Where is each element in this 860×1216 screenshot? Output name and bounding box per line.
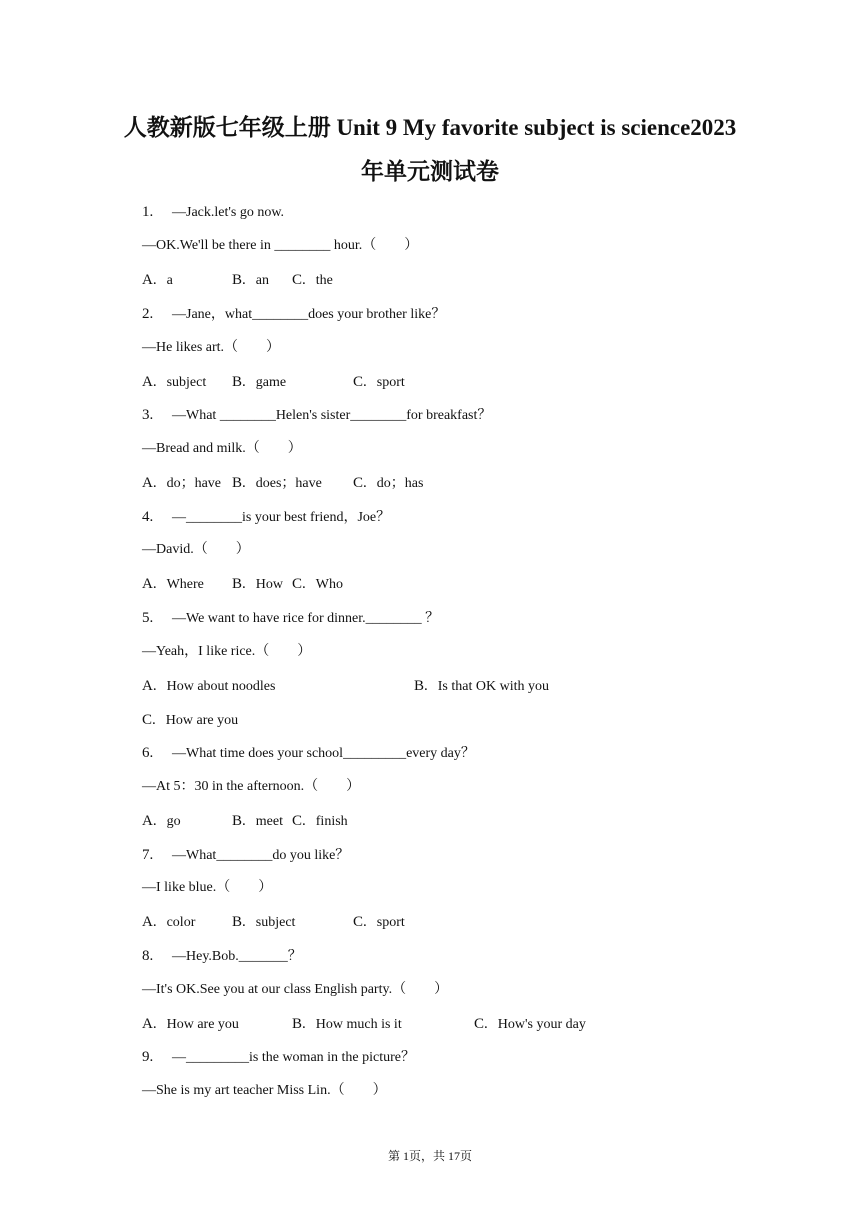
option-c: C. How are you bbox=[142, 712, 239, 728]
option-b: B. does；have bbox=[232, 475, 322, 491]
option-a: A. How about noodles bbox=[142, 678, 276, 694]
question-stem bbox=[142, 507, 390, 528]
question-stem bbox=[142, 304, 445, 325]
question-number: 8. bbox=[142, 948, 154, 964]
question-stem bbox=[142, 946, 302, 967]
question-stem-text: —What________do you like？ bbox=[172, 848, 350, 863]
question-stem bbox=[142, 845, 349, 866]
option-b: B. Is that OK with you bbox=[414, 678, 549, 694]
question-stem bbox=[142, 743, 475, 764]
question-stem-text: —Hey.Bob._______？ bbox=[172, 949, 302, 964]
question-stem bbox=[142, 405, 491, 426]
question-stem bbox=[142, 1047, 415, 1068]
option-b: B. How bbox=[232, 576, 283, 592]
question-stem bbox=[142, 202, 284, 223]
question-number: 2. bbox=[142, 306, 154, 322]
answer-line: —Bread and milk.（ ） bbox=[142, 441, 302, 456]
question-number: 1. bbox=[142, 204, 154, 220]
question-number: 7. bbox=[142, 847, 154, 863]
answer-line: —OK.We'll be there in ________ hour.（ ） bbox=[142, 238, 419, 253]
option-b: B. game bbox=[232, 374, 287, 390]
option-b: B. subject bbox=[232, 914, 296, 930]
question-number: 4. bbox=[142, 509, 154, 525]
question-stem-text: —What ________Helen's sister________for breakfast？ bbox=[172, 408, 492, 423]
answer-line: —I like blue.（ ） bbox=[142, 880, 273, 895]
page-footer: 第 1页，共 17页 bbox=[387, 1149, 472, 1163]
question-stem-text: —Jane，what________does your brother like？ bbox=[172, 307, 446, 322]
option-c: C. the bbox=[292, 272, 333, 288]
question-number: 6. bbox=[142, 745, 154, 761]
answer-line: —It's OK.See you at our class English party.（ ） bbox=[142, 982, 449, 997]
option-a: A. do；have bbox=[142, 475, 222, 491]
question-number: 3. bbox=[142, 407, 154, 423]
option-a: A. Where bbox=[142, 576, 204, 592]
option-c: C. do；has bbox=[353, 475, 424, 491]
question-stem bbox=[142, 608, 439, 629]
option-a: A. How are you bbox=[142, 1016, 239, 1032]
question-number: 5. bbox=[142, 610, 154, 626]
option-b: B. How much is it bbox=[292, 1016, 402, 1032]
option-c: C. sport bbox=[353, 374, 405, 390]
option-c: C. How's your day bbox=[474, 1016, 586, 1032]
answer-line: —Yeah，I like rice.（ ） bbox=[142, 644, 312, 659]
option-a: A. go bbox=[142, 813, 181, 829]
answer-line: —David.（ ） bbox=[142, 542, 250, 557]
option-c: C. Who bbox=[292, 576, 343, 592]
question-stem-text: —What time does your school_________every day？ bbox=[172, 746, 475, 761]
option-a: A. a bbox=[142, 272, 173, 288]
question-stem-text: —Jack.let's go now. bbox=[172, 205, 285, 220]
question-stem-text: —_________is the woman in the picture？ bbox=[172, 1050, 416, 1065]
answer-line: —He likes art.（ ） bbox=[142, 340, 281, 355]
option-c: C. finish bbox=[292, 813, 348, 829]
option-b: B. meet bbox=[232, 813, 283, 829]
document-title-line-1: 人教新版七年级上册 Unit 9 My favorite subject is science2023 bbox=[123, 115, 737, 140]
option-a: A. subject bbox=[142, 374, 207, 390]
question-number: 9. bbox=[142, 1049, 154, 1065]
option-a: A. color bbox=[142, 914, 196, 930]
option-c: C. sport bbox=[353, 914, 405, 930]
answer-line: —At 5：30 in the afternoon.（ ） bbox=[142, 779, 361, 794]
answer-line: —She is my art teacher Miss Lin.（ ） bbox=[142, 1083, 387, 1098]
option-b: B. an bbox=[232, 272, 269, 288]
question-stem-text: —________is your best friend，Joe？ bbox=[172, 510, 391, 525]
question-stem-text: —We want to have rice for dinner.________ ？ bbox=[172, 611, 440, 626]
document-title-line-2: 年单元测试卷 bbox=[361, 159, 499, 184]
